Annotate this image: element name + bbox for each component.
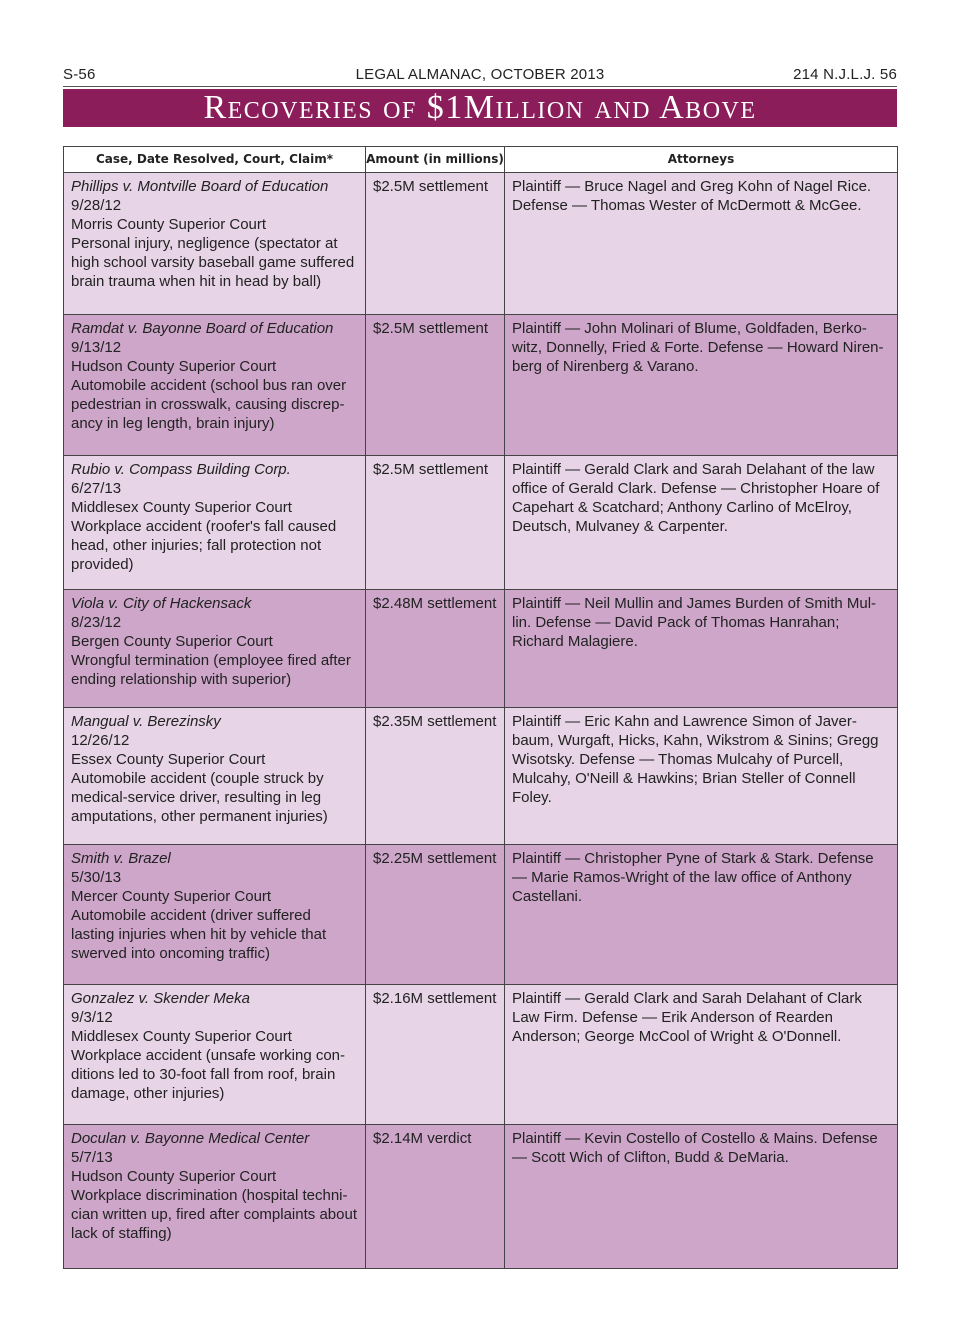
- claim-description: Automobile accident (driver suffered lasting injuries when hit by vehicle that swerved into oncoming traffic): [71, 907, 327, 962]
- claim-description: Wrongful termination (employee fired after ending relationship with superior): [71, 652, 351, 688]
- amount-cell: $2.16M settlement: [366, 985, 505, 1125]
- court-name: Bergen County Superior Court: [71, 633, 273, 650]
- claim-description: Workplace discrimination (hospital techni-cian written up, fired after complaints about lack of staffing): [71, 1187, 357, 1242]
- amount-cell: $2.48M settlement: [366, 590, 505, 708]
- column-header-attorneys: Attorneys: [505, 147, 898, 173]
- case-name: Doculan v. Bayonne Medical Center: [71, 1130, 310, 1147]
- column-header-amount: Amount (in millions): [366, 147, 505, 173]
- page-header: [63, 64, 897, 86]
- table-row: [64, 985, 898, 1125]
- case-cell: [64, 845, 366, 985]
- table-row: [64, 708, 898, 845]
- attorneys-cell: Plaintiff — Gerald Clark and Sarah Delahant of Clark Law Firm. Defense — Erik Anderson of Rearden Anderson; George McCool of Wright & O'Donnell.: [505, 985, 898, 1125]
- court-name: Hudson County Superior Court: [71, 1168, 277, 1185]
- column-header-case: Case, Date Resolved, Court, Claim*: [64, 147, 366, 173]
- case-cell: [64, 708, 366, 845]
- amount-cell: $2.14M verdict: [366, 1125, 505, 1269]
- court-name: Mercer County Superior Court: [71, 888, 272, 905]
- amount-cell: $2.5M settlement: [366, 456, 505, 590]
- claim-description: Automobile accident (school bus ran over pedestrian in crosswalk, causing discrep-ancy in leg length, brain injury): [71, 377, 347, 432]
- header-rule: [63, 86, 897, 87]
- case-name: Smith v. Brazel: [71, 850, 171, 867]
- attorneys-cell: Plaintiff — Christopher Pyne of Stark & Stark. Defense — Marie Ramos-Wright of the law office of Anthony Castellani.: [505, 845, 898, 985]
- amount-cell: $2.35M settlement: [366, 708, 505, 845]
- claim-description: Automobile accident (couple struck by medical-service driver, resulting in leg amputations, other permanent injuries): [71, 770, 328, 825]
- case-name: Mangual v. Berezinsky: [71, 713, 221, 730]
- case-cell: [64, 590, 366, 708]
- case-name: Gonzalez v. Skender Meka: [71, 990, 250, 1007]
- case-name: Rubio v. Compass Building Corp.: [71, 461, 291, 478]
- court-name: Middlesex County Superior Court: [71, 1028, 292, 1045]
- claim-description: Personal injury, negligence (spectator at high school varsity baseball game suffered brain trauma when hit in head by ball): [71, 235, 355, 290]
- table-row: [64, 315, 898, 456]
- attorneys-cell: Plaintiff — Eric Kahn and Lawrence Simon of Javer-baum, Wurgaft, Hicks, Kahn, Wikstrom & Sinins; Gregg Wisotsky. Defense — Thomas Mulcahy of Purcell, Mulcahy, O'Neill & Hawkins; Brian Steller of Connell Foley.: [505, 708, 898, 845]
- date-resolved: 8/23/12: [71, 614, 122, 631]
- attorneys-cell: Plaintiff — Neil Mullin and James Burden of Smith Mul-lin. Defense — David Pack of Thomas Hanrahan; Richard Malagiere.: [505, 590, 898, 708]
- date-resolved: 9/13/12: [71, 339, 122, 356]
- table-row: [64, 456, 898, 590]
- court-name: Essex County Superior Court: [71, 751, 266, 768]
- table-row: [64, 590, 898, 708]
- case-cell: [64, 985, 366, 1125]
- court-name: Middlesex County Superior Court: [71, 499, 292, 516]
- court-name: Hudson County Superior Court: [71, 358, 277, 375]
- case-cell: [64, 173, 366, 315]
- case-name: Phillips v. Montville Board of Education: [71, 178, 329, 195]
- date-resolved: 6/27/13: [71, 480, 122, 497]
- attorneys-cell: Plaintiff — John Molinari of Blume, Goldfaden, Berko-witz, Donnelly, Fried & Forte. Defense — Howard Niren-berg of Nirenberg & Varano.: [505, 315, 898, 456]
- case-cell: [64, 1125, 366, 1269]
- date-resolved: 5/7/13: [71, 1149, 113, 1166]
- table-row: [64, 173, 898, 315]
- section-banner: Recoveries of $1Million and Above: [63, 89, 897, 127]
- amount-cell: $2.5M settlement: [366, 315, 505, 456]
- case-cell: [64, 315, 366, 456]
- date-resolved: 9/28/12: [71, 197, 122, 214]
- case-cell: [64, 456, 366, 590]
- table-header-row: [64, 147, 898, 173]
- publication-title: LEGAL ALMANAC, OCTOBER 2013: [355, 66, 605, 83]
- table-row: [64, 1125, 898, 1269]
- table-row: [64, 845, 898, 985]
- claim-description: Workplace accident (roofer's fall caused head, other injuries; fall protection not provided): [71, 518, 337, 573]
- recoveries-table: [63, 146, 898, 1269]
- attorneys-cell: Plaintiff — Kevin Costello of Costello & Mains. Defense — Scott Wich of Clifton, Budd & DeMaria.: [505, 1125, 898, 1269]
- page-number-left: S-56: [63, 66, 96, 83]
- claim-description: Workplace accident (unsafe working con-ditions led to 30-foot fall from roof, brain damage, other injuries): [71, 1047, 346, 1102]
- date-resolved: 9/3/12: [71, 1009, 113, 1026]
- court-name: Morris County Superior Court: [71, 216, 267, 233]
- case-name: Ramdat v. Bayonne Board of Education: [71, 320, 334, 337]
- amount-cell: $2.25M settlement: [366, 845, 505, 985]
- attorneys-cell: Plaintiff — Gerald Clark and Sarah Delahant of the law office of Gerald Clark. Defense — Christopher Hoare of Capehart & Scatchard; Anthony Carlino of McElroy, Deutsch, Mulvaney & Carpenter.: [505, 456, 898, 590]
- amount-cell: $2.5M settlement: [366, 173, 505, 315]
- page-number-right: 214 N.J.L.J. 56: [793, 66, 897, 83]
- case-name: Viola v. City of Hackensack: [71, 595, 252, 612]
- date-resolved: 12/26/12: [71, 732, 130, 749]
- date-resolved: 5/30/13: [71, 869, 122, 886]
- attorneys-cell: Plaintiff — Bruce Nagel and Greg Kohn of Nagel Rice. Defense — Thomas Wester of McDermott & McGee.: [505, 173, 898, 315]
